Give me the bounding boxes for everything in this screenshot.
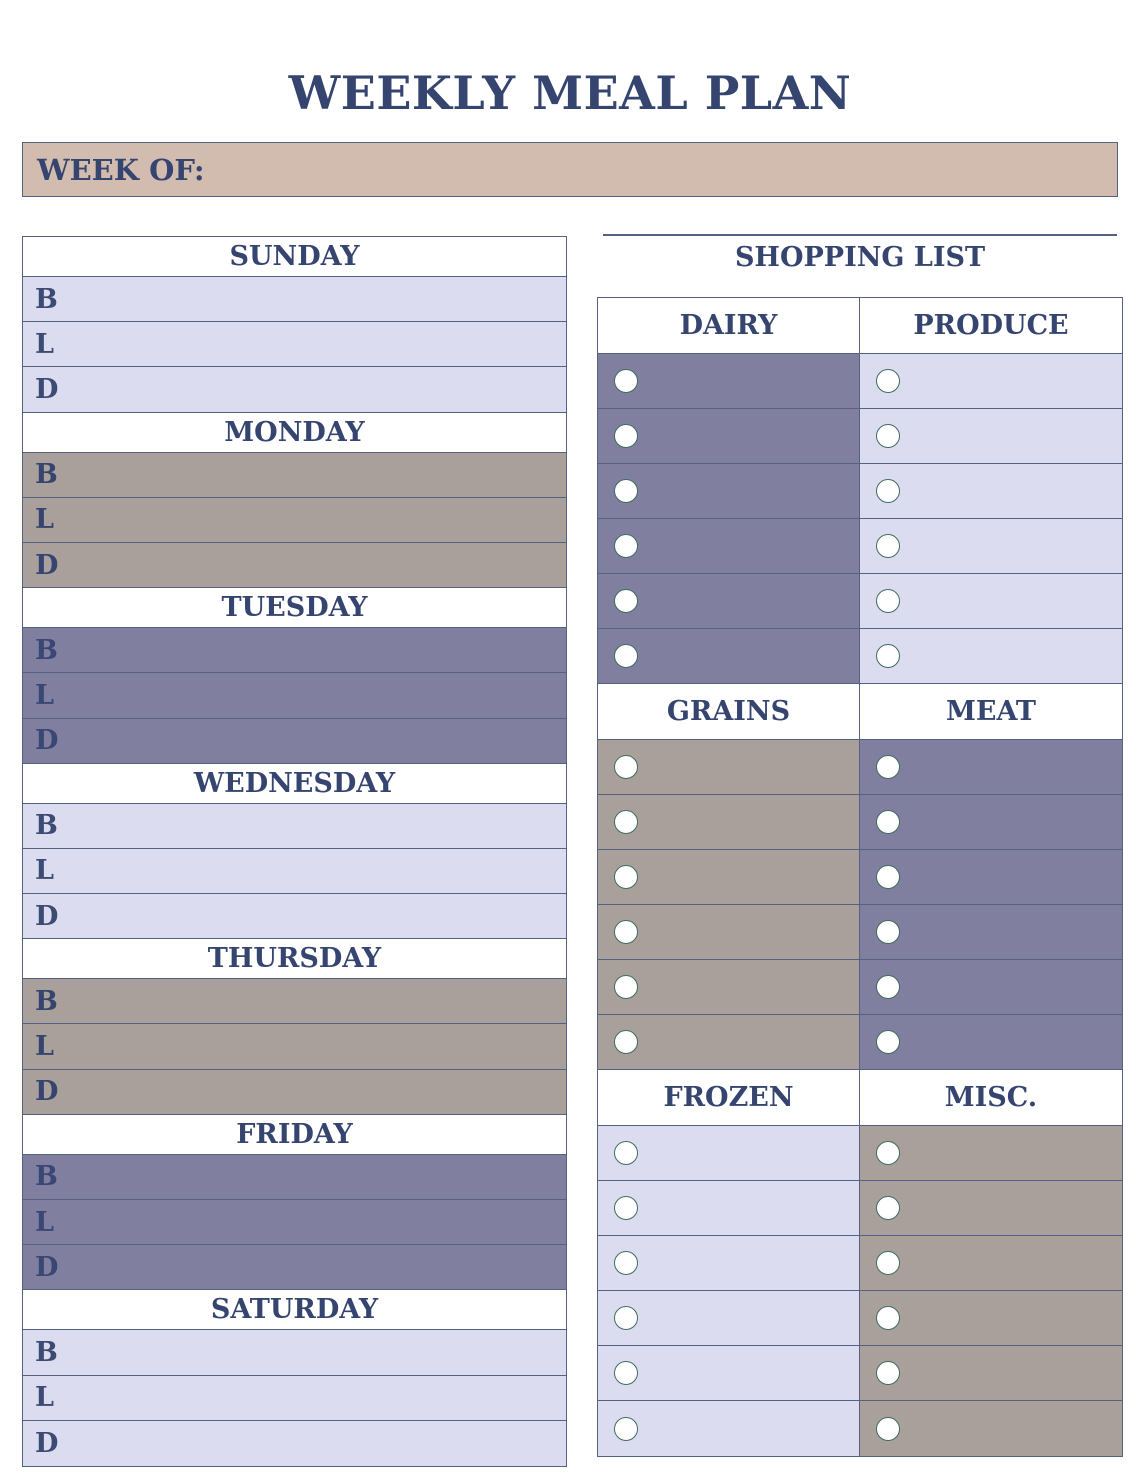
meal-row[interactable] — [23, 1421, 566, 1466]
category-items — [860, 740, 1122, 1070]
meal-row[interactable] — [23, 1376, 566, 1421]
shopping-item-row[interactable] — [598, 1236, 859, 1291]
checkbox-circle-icon[interactable] — [876, 589, 900, 613]
checkbox-circle-icon[interactable] — [614, 1251, 638, 1275]
checkbox-circle-icon[interactable] — [614, 479, 638, 503]
shopping-item-row[interactable] — [598, 850, 859, 905]
shopping-category-misc — [860, 1070, 1122, 1456]
checkbox-circle-icon[interactable] — [614, 1030, 638, 1054]
checkbox-circle-icon[interactable] — [614, 755, 638, 779]
meal-label: L — [35, 1031, 54, 1063]
day-heading: TUESDAY — [23, 588, 566, 628]
checkbox-circle-icon[interactable] — [614, 1306, 638, 1330]
checkbox-circle-icon[interactable] — [614, 1141, 638, 1165]
shopping-item-row[interactable] — [860, 354, 1122, 409]
shopping-category-meat — [860, 684, 1122, 1070]
shopping-item-row[interactable] — [860, 1126, 1122, 1181]
shopping-item-row[interactable] — [860, 795, 1122, 850]
meal-label: B — [35, 810, 58, 842]
checkbox-circle-icon[interactable] — [614, 369, 638, 393]
checkbox-circle-icon[interactable] — [876, 1141, 900, 1165]
checkbox-circle-icon[interactable] — [876, 1196, 900, 1220]
category-heading: FROZEN — [598, 1070, 859, 1126]
checkbox-circle-icon[interactable] — [876, 1306, 900, 1330]
checkbox-circle-icon[interactable] — [876, 755, 900, 779]
category-items — [860, 1126, 1122, 1456]
shopping-item-row[interactable] — [598, 1291, 859, 1346]
category-heading: MEAT — [860, 684, 1122, 740]
meal-label: D — [35, 1251, 59, 1283]
category-heading: GRAINS — [598, 684, 859, 740]
meal-row[interactable] — [23, 894, 566, 939]
shopping-item-row[interactable] — [860, 1236, 1122, 1291]
shopping-item-row[interactable] — [860, 850, 1122, 905]
category-heading: MISC. — [860, 1070, 1122, 1126]
meal-label: D — [35, 373, 59, 405]
shopping-item-row[interactable] — [598, 740, 859, 795]
shopping-item-row[interactable] — [860, 740, 1122, 795]
checkbox-circle-icon[interactable] — [614, 424, 638, 448]
day-heading: THURSDAY — [23, 939, 566, 979]
checkbox-circle-icon[interactable] — [876, 534, 900, 558]
meal-label: L — [35, 1382, 54, 1414]
checkbox-circle-icon[interactable] — [876, 1251, 900, 1275]
checkbox-circle-icon[interactable] — [614, 1417, 638, 1441]
meal-label: B — [35, 634, 58, 666]
shopping-item-row[interactable] — [598, 1401, 859, 1456]
day-section-friday — [23, 1115, 566, 1291]
shopping-item-row[interactable] — [860, 1015, 1122, 1070]
meal-row[interactable] — [23, 322, 566, 367]
checkbox-circle-icon[interactable] — [876, 369, 900, 393]
checkbox-circle-icon[interactable] — [614, 810, 638, 834]
shopping-item-row[interactable] — [598, 409, 859, 464]
shopping-item-row[interactable] — [598, 464, 859, 519]
checkbox-circle-icon[interactable] — [614, 534, 638, 558]
meal-row[interactable] — [23, 1155, 566, 1200]
week-of-label: WEEK OF: — [37, 152, 205, 187]
meal-row[interactable] — [23, 1200, 566, 1245]
checkbox-circle-icon[interactable] — [614, 865, 638, 889]
meal-label: L — [35, 855, 54, 887]
shopping-item-row[interactable] — [860, 519, 1122, 574]
day-section-thursday — [23, 939, 566, 1115]
shopping-item-row[interactable] — [598, 1015, 859, 1070]
day-section-monday — [23, 413, 566, 589]
shopping-item-row[interactable] — [598, 905, 859, 960]
category-items — [860, 354, 1122, 684]
checkbox-circle-icon[interactable] — [614, 589, 638, 613]
shopping-item-row[interactable] — [860, 574, 1122, 629]
category-heading: PRODUCE — [860, 298, 1122, 354]
meal-row[interactable] — [23, 498, 566, 543]
checkbox-circle-icon[interactable] — [614, 920, 638, 944]
checkbox-circle-icon[interactable] — [876, 1417, 900, 1441]
checkbox-circle-icon[interactable] — [876, 424, 900, 448]
meal-row[interactable] — [23, 543, 566, 588]
shopping-item-row[interactable] — [860, 1291, 1122, 1346]
meal-row[interactable] — [23, 979, 566, 1024]
checkbox-circle-icon[interactable] — [614, 1196, 638, 1220]
daily-meal-table — [22, 236, 567, 1467]
shopping-item-row[interactable] — [860, 960, 1122, 1015]
shopping-category-frozen — [598, 1070, 860, 1456]
meal-row[interactable] — [23, 628, 566, 673]
meal-row[interactable] — [23, 673, 566, 718]
meal-label: B — [35, 459, 58, 491]
shopping-item-row[interactable] — [860, 1346, 1122, 1401]
meal-label: B — [35, 1336, 58, 1368]
meal-row[interactable] — [23, 804, 566, 849]
checkbox-circle-icon[interactable] — [876, 810, 900, 834]
shopping-item-row[interactable] — [598, 1181, 859, 1236]
checkbox-circle-icon[interactable] — [876, 975, 900, 999]
shopping-category-produce — [860, 298, 1122, 684]
checkbox-circle-icon[interactable] — [876, 865, 900, 889]
day-heading: FRIDAY — [23, 1115, 566, 1155]
day-section-wednesday — [23, 764, 566, 940]
meal-label: L — [35, 328, 54, 360]
page-title: WEEKLY MEAL PLAN — [288, 66, 852, 120]
shopping-list-grid — [597, 297, 1123, 1457]
meal-label: L — [35, 679, 54, 711]
shopping-category-grains — [598, 684, 860, 1070]
day-heading: WEDNESDAY — [23, 764, 566, 804]
meal-row[interactable] — [23, 1330, 566, 1375]
shopping-item-row[interactable] — [598, 519, 859, 574]
shopping-item-row[interactable] — [598, 1126, 859, 1181]
shopping-item-row[interactable] — [860, 629, 1122, 684]
meal-label: D — [35, 1076, 59, 1108]
day-section-saturday — [23, 1290, 566, 1466]
shopping-item-row[interactable] — [860, 1401, 1122, 1456]
meal-row[interactable] — [23, 1245, 566, 1290]
meal-label: L — [35, 504, 54, 536]
shopping-item-row[interactable] — [598, 1346, 859, 1401]
meal-label: B — [35, 283, 58, 315]
category-items — [598, 354, 859, 684]
meal-row[interactable] — [23, 453, 566, 498]
meal-row[interactable] — [23, 277, 566, 322]
shopping-item-row[interactable] — [860, 464, 1122, 519]
meal-label: L — [35, 1206, 54, 1238]
meal-label: D — [35, 900, 59, 932]
day-heading: MONDAY — [23, 413, 566, 453]
meal-row[interactable] — [23, 719, 566, 764]
checkbox-circle-icon[interactable] — [876, 1361, 900, 1385]
checkbox-circle-icon[interactable] — [876, 920, 900, 944]
week-of-field[interactable] — [22, 142, 1118, 197]
category-heading: DAIRY — [598, 298, 859, 354]
checkbox-circle-icon[interactable] — [876, 479, 900, 503]
checkbox-circle-icon[interactable] — [614, 975, 638, 999]
checkbox-circle-icon[interactable] — [876, 644, 900, 668]
shopping-item-row[interactable] — [598, 960, 859, 1015]
shopping-item-row[interactable] — [598, 574, 859, 629]
shopping-item-row[interactable] — [598, 354, 859, 409]
day-heading: SUNDAY — [23, 237, 566, 277]
day-section-sunday — [23, 237, 566, 413]
shopping-item-row[interactable] — [598, 629, 859, 684]
shopping-item-row[interactable] — [860, 905, 1122, 960]
shopping-category-dairy — [598, 298, 860, 684]
meal-label: B — [35, 1161, 58, 1193]
shopping-list-title: SHOPPING LIST — [734, 242, 986, 273]
meal-label: D — [35, 1427, 59, 1459]
checkbox-circle-icon[interactable] — [614, 644, 638, 668]
meal-row[interactable] — [23, 367, 566, 412]
checkbox-circle-icon[interactable] — [876, 1030, 900, 1054]
category-items — [598, 1126, 859, 1456]
shopping-item-row[interactable] — [860, 1181, 1122, 1236]
meal-row[interactable] — [23, 849, 566, 894]
shopping-item-row[interactable] — [860, 409, 1122, 464]
meal-row[interactable] — [23, 1024, 566, 1069]
shopping-item-row[interactable] — [598, 795, 859, 850]
meal-row[interactable] — [23, 1070, 566, 1115]
day-section-tuesday — [23, 588, 566, 764]
meal-label: B — [35, 985, 58, 1017]
day-heading: SATURDAY — [23, 1290, 566, 1330]
checkbox-circle-icon[interactable] — [614, 1361, 638, 1385]
meal-label: D — [35, 725, 59, 757]
shopping-list-divider — [603, 234, 1117, 236]
category-items — [598, 740, 859, 1070]
meal-label: D — [35, 549, 59, 581]
